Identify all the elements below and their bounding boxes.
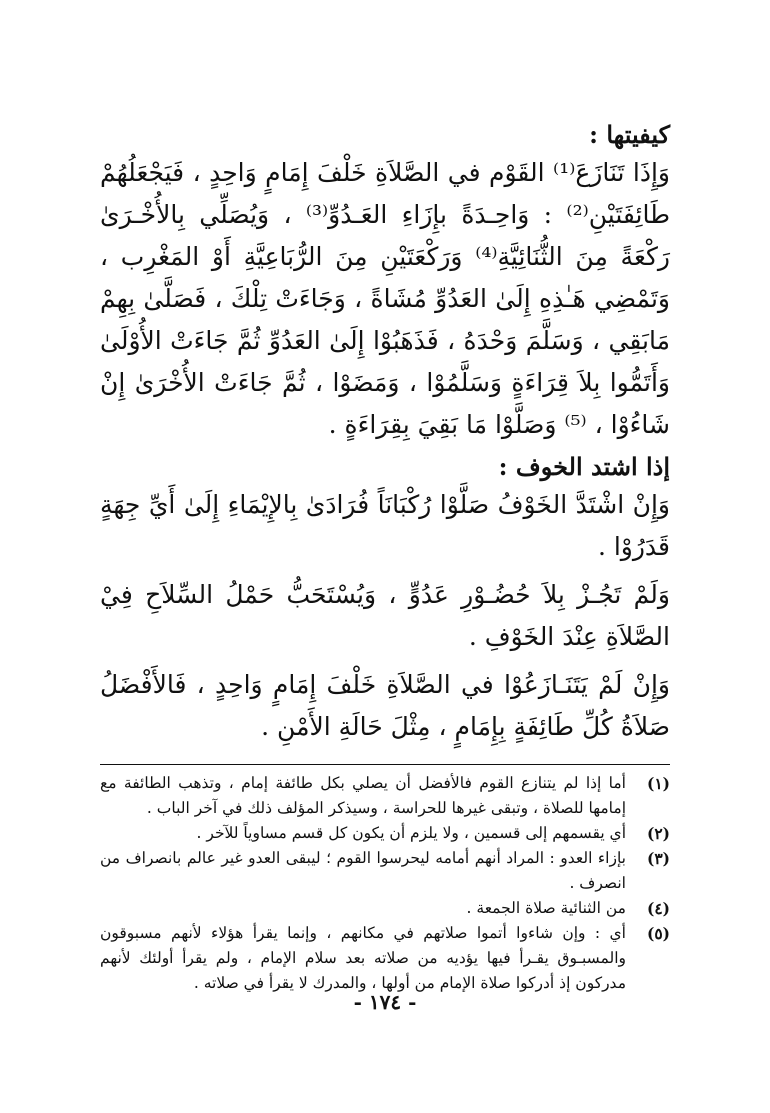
footnote-number: (٥) (646, 924, 670, 943)
footnote-text: أي : وإن شاءوا أتموا صلاتهم في مكانهم ، وإنما يقرأ هؤلاء لأنهم مسبوقون والمسبـوق يقـرأ فيها يؤديه من صلاته بعد سلام الإمام ، ولم يقرأ أولئك لأنهم مدركون إذ أدركوا صلاة الإمام من أولها ، والمدرك لا يقرأ في صلاته . (100, 924, 626, 992)
footnote-divider (100, 764, 670, 765)
section-heading-method: كيفيتها : (589, 120, 670, 149)
footnote-item (100, 846, 670, 896)
paragraph-no-dispute: وَإِنْ لَمْ يَتَنَـازَعُوْا في الصَّلاَةِ خَلْفَ إِمَامٍ وَاحِدٍ ، فَالأَفْضَلُ صَلاَةُ كُلِّ طَائِفَةٍ بِإِمَامٍ ، مِثْلَ حَالَةِ الأَمْنِ . (100, 670, 670, 741)
footnotes-list (100, 771, 670, 996)
footnote-number: (٢) (646, 824, 670, 843)
footnote-text: أما إذا لم يتنازع القوم فالأفضل أن يصلي بكل طائفة إمام ، وتذهب الطائفة مع إمامها للصلاة ، وتبقى غيرها للحراسة ، وسيذكر المؤلف ذلك في آخر الباب . (100, 774, 626, 817)
footnote-item (100, 771, 670, 821)
footnote-item (100, 921, 670, 996)
footnote-number: (١) (646, 774, 670, 793)
page-number: - ١٧٤ - (353, 990, 417, 1014)
footnote-number: (٤) (646, 899, 670, 918)
footnote-text: بإزاء العدو : المراد أنهم أمامه ليحرسوا القوم ؛ ليبقى العدو غير عالم بانصراف من انصرف . (100, 849, 626, 892)
footnote-text: من الثنائية صلاة الجمعة . (466, 899, 626, 917)
paragraph-method: وَإِذَا تَنَازَعَ⁽¹⁾ القَوْم في الصَّلاَةِ خَلْفَ إِمَامٍ وَاحِدٍ ، فَيَجْعَلُهُمْ طَائِفَتَيْنِ⁽²⁾ : وَاحِـدَةً بإِزَاءِ العَـدُوِّ⁽³⁾ ، وَيُصَلِّي بِالأُخْـرَىٰ رَكْعَةً مِنَ الثُّنَائِيَّةِ⁽⁴⁾ وَرَكْعَتَيْنِ مِنَ الرُّبَاعِيَّةِ أَوْ المَغْرِب ، وَتَمْضِي هَـٰذِهِ إِلَىٰ العَدُوِّ مُشَاةً ، وَجَاءَتْ تِلْكَ ، فَصَلَّىٰ بِهِمْ مَابَقِي ، وَسَلَّمَ وَحْدَهُ ، فَذَهَبُوْا إِلَىٰ العَدُوِّ ثُمَّ جَاءَتْ الأُوْلَىٰ وَأَتَمُّوا بِلاَ قِرَاءَةٍ وَسَلَّمُوْا ، وَمَضَوْا ، ثُمَّ جَاءَتْ الأُخْرَىٰ إِنْ شَاءُوْا ، ⁽⁵⁾ وَصَلَّوْا مَا بَقِيَ بِقِرَاءَةٍ . (100, 158, 671, 439)
footnote-item (100, 896, 670, 921)
footnote-item (100, 821, 670, 846)
paragraph-no-enemy: وَلَمْ تَجُـزْ بِلاَ حُضُـوْرِ عَدُوٍّ ، وَيُسْتَحَبُّ حَمْلُ السِّلاَحِ فِيْ الصَّلاَةِ عِنْدَ الخَوْفِ . (100, 580, 670, 651)
paragraph-severe-fear: وَإِنْ اشْتَدَّ الخَوْفُ صَلَّوْا رُكْبَانَاً فُرَادَىٰ بِالإِيْمَاءِ إِلَىٰ أَيِّ جِهَةٍ قَدَرُوْا . (100, 490, 670, 561)
section-heading-severe-fear: إذا اشتد الخوف : (498, 452, 670, 481)
footnote-text: أي يقسمهم إلى قسمين ، ولا يلزم أن يكون كل قسم مساوياً للآخر . (196, 824, 626, 842)
footnote-number: (٣) (646, 849, 670, 868)
